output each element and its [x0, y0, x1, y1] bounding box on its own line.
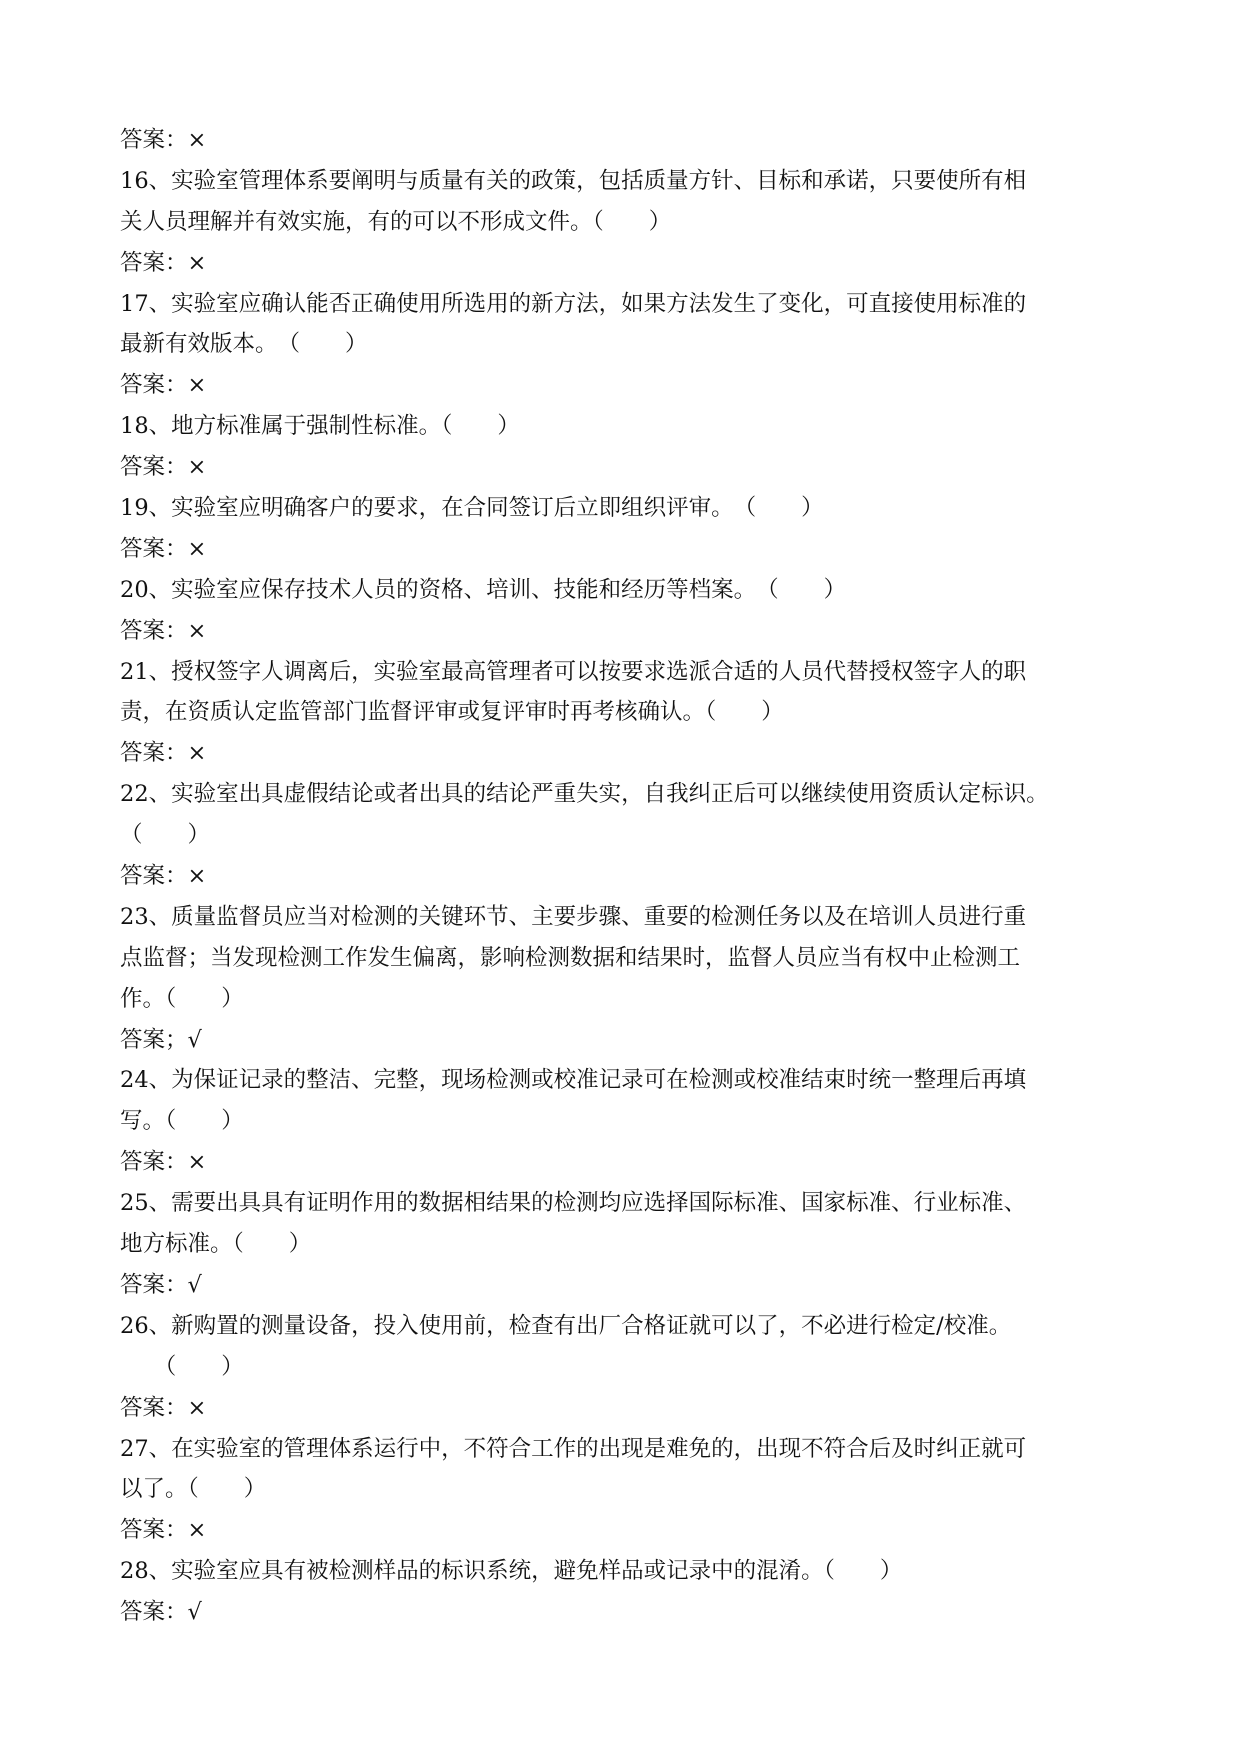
text-line: 22、实验室出具虚假结论或者出具的结论严重失实，自我纠正后可以继续使用资质认定标识。 — [120, 781, 1049, 808]
text-line: 28、实验室应具有被检测样品的标识系统，避免样品或记录中的混淆。（ ） — [120, 1558, 903, 1585]
text-line: 19、实验室应明确客户的要求，在合同签订后立即组织评审。 （ ） — [120, 495, 824, 522]
text-line: 以了。（ ） — [120, 1476, 267, 1503]
text-line: 地方标准。（ ） — [120, 1231, 312, 1258]
text-line: （ ） — [120, 822, 211, 849]
text-line: 写。（ ） — [120, 1108, 244, 1135]
text-line: 作。（ ） — [120, 985, 244, 1012]
text-line: 答案；√ — [120, 1026, 202, 1053]
text-line: 最新有效版本。 （ ） — [120, 331, 368, 358]
text-line: 17、实验室应确认能否正确使用所选用的新方法，如果方法发生了变化，可直接使用标准的 — [120, 290, 1027, 317]
text-line: 21、授权签字人调离后，实验室最高管理者可以按要求选派合适的人员代替授权签字人的职 — [120, 658, 1027, 685]
text-line: 答案：× — [120, 1517, 207, 1544]
text-line: （ ） — [120, 1353, 244, 1380]
text-line: 答案：× — [120, 1394, 207, 1421]
document-body — [120, 120, 1130, 1633]
text-line: 23、质量监督员应当对检测的关键环节、主要步骤、重要的检测任务以及在培训人员进行重 — [120, 903, 1027, 930]
text-line: 24、为保证记录的整洁、完整，现场检测或校准记录可在检测或校准结束时统一整理后再填 — [120, 1067, 1027, 1094]
text-line: 责，在资质认定监管部门监督评审或复评审时再考核确认。（ ） — [120, 699, 784, 726]
text-line: 答案：× — [120, 617, 207, 644]
text-line: 27、在实验室的管理体系运行中，不符合工作的出现是难免的，出现不符合后及时纠正就可 — [120, 1435, 1027, 1462]
text-line: 20、实验室应保存技术人员的资格、培训、技能和经历等档案。 （ ） — [120, 576, 847, 603]
text-line: 26、新购置的测量设备，投入使用前，检查有出厂合格证就可以了，不必进行检定/校准。 — [120, 1312, 1012, 1339]
text-line: 答案：× — [120, 863, 207, 890]
text-line: 关人员理解并有效实施，有的可以不形成文件。（ ） — [120, 208, 672, 235]
text-line: 18、地方标准属于强制性标准。（ ） — [120, 413, 520, 440]
text-line: 答案：× — [120, 372, 207, 399]
text-line: 答案：× — [120, 454, 207, 481]
text-line: 答案：√ — [120, 1271, 202, 1298]
text-line: 答案：× — [120, 1149, 207, 1176]
text-line: 答案：√ — [120, 1599, 202, 1626]
text-line: 点监督；当发现检测工作发生偏离，影响检测数据和结果时，监督人员应当有权中止检测工 — [120, 944, 1021, 971]
text-line: 16、实验室管理体系要阐明与质量有关的政策，包括质量方针、目标和承诺，只要使所有相 — [120, 167, 1027, 194]
text-line: 答案：× — [120, 535, 207, 562]
text-line: 答案：× — [120, 127, 207, 153]
text-line: 答案：× — [120, 249, 207, 276]
text-line: 25、需要出具具有证明作用的数据相结果的检测均应选择国际标准、国家标准、行业标准、 — [120, 1190, 1027, 1217]
text-line: 答案：× — [120, 740, 207, 767]
